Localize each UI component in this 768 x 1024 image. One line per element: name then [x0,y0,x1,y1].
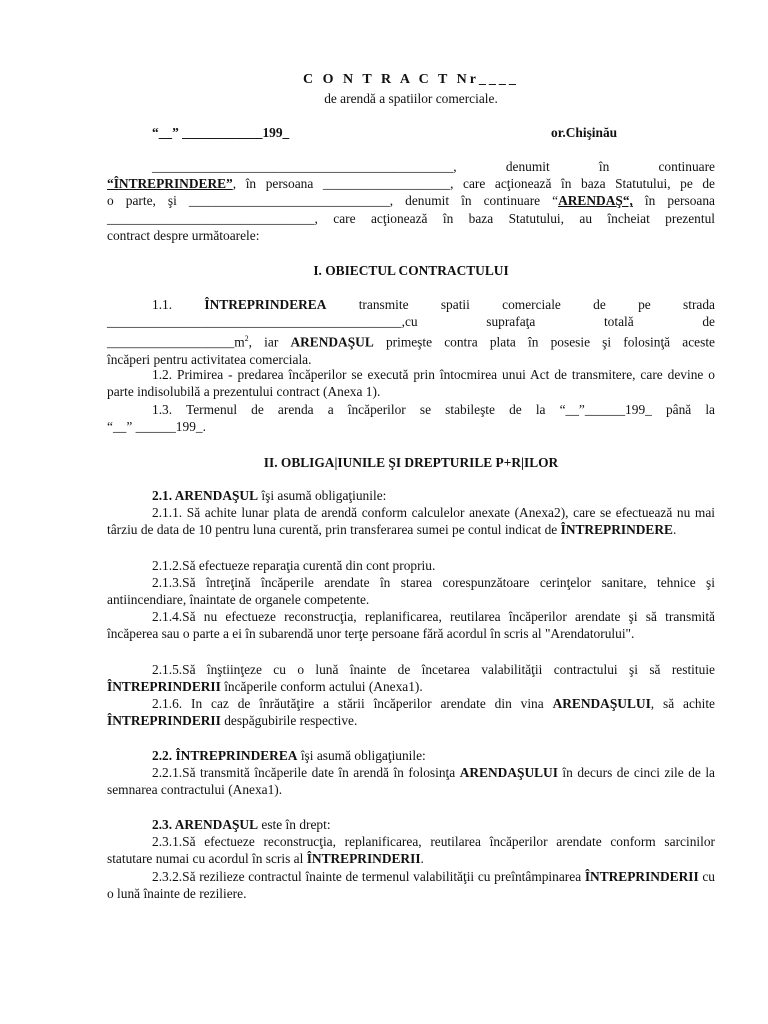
preamble [107,158,715,244]
subsection-2-1: 2.1. ARENDAŞUL îşi asumă obligaţiunile: [152,488,387,503]
clause-2-1-2: 2.1.2.Să efectueze reparaţia curentă din cont propriu. [152,558,436,573]
contract-subtitle: de arendă a spatiilor comerciale. [324,91,498,106]
clause-2-1-4: 2.1.4.Să nu efectueze reconstrucţia, replanificarea, reutilarea încăperilor arendate şi să transmită încăperea sau o parte a ei în subarendă unor terţe persoane fără acordul în scris al "Arendatorului". [107,609,715,642]
clause-1-3: 1.3. Termenul de arenda a încăperilor se stabileşte de la “__”______199_ până la “__” ______199_. [107,402,715,435]
clause-2-1-1: 2.1.1. Să achite lunar plata de arendă conform calculelor anexate (Anexa2), care se efectuează nu mai târziu de data de 10 pentru luna curentă, prin transferarea sumei pe contul indicat de ÎNTREPRINDERE. [107,505,715,538]
subsection-2-2: 2.2. ÎNTREPRINDEREA îşi asumă obligaţiunile: [152,748,426,763]
preamble-line-5: contract despre următoarele: [107,227,260,243]
clause-2-1-5: 2.1.5.Să înştiinţeze cu o lună înainte de încetarea valabilităţii contractului şi să restituie ÎNTREPRINDERII încăperile conform actului (Anexa1). [107,662,715,695]
preamble-line-1: _____________________________________________, denumit în continuare [152,159,715,174]
contract-date: “__” ____________199_ [152,125,290,140]
preamble-line-4: _______________________________, care acţionează în baza Statutului, au încheiat prezentul [107,210,715,226]
preamble-line-3: o parte, şi ______________________________, denumit în continuare “ARENDAŞ“, în persoana [107,193,715,209]
clause-2-1-6: 2.1.6. In caz de înrăutăţire a stării încăperilor arendate din vina ARENDAŞULUI, să achite ÎNTREPRINDERII despăgubirile respective. [107,696,715,729]
clause-2-1-3: 2.1.3.Să întreţină încăperile arendate în starea corespunzătoare cerinţelor sanitare, tehnice şi antiincendiare, înaintate de organele competente. [107,575,715,608]
contract-place: or.Chişinău [551,125,618,140]
clause-2-3-2: 2.3.2.Să rezilieze contractul înainte de termenul valabilităţii cu preîntâmpinarea ÎNTREPRINDERII cu o lună înainte de reziliere. [107,869,715,902]
clause-2-2-1: 2.2.1.Să transmită încăperile date în arendă în folosinţa ARENDAŞULUI în decurs de cinci zile de la semnarea contractului (Anexa1). [107,765,716,798]
contract-title: C O N T R A C T Nr____ [303,72,519,87]
clause-1-1: 1.1. ÎNTREPRINDEREA transmite spatii comerciale de pe strada ____________________________________________,cu suprafaţa totală de $\_\_\_\_\_\_\_\_\_\_\_\_\_\_\_\_\_\_\_m^2$, iar ARENDAŞUL primeşte contra plata în posesie şi folosinţă aceste încăperi pentru activitatea comerciala. [107,297,716,368]
preamble-line-2: “ÎNTREPRINDERE”, în persoana ___________________, care acţionează în baza Statutului, pe de [107,176,715,192]
section-1-heading: I. OBIECTUL CONTRACTULUI [313,263,509,278]
subsection-2-3: 2.3. ARENDAŞUL este în drept: [152,817,331,832]
party-arendas: ARENDAŞ“, [558,193,633,209]
section-2-heading: II. OBLIGA|IUNILE ŞI DREPTURILE P+R|ILOR [263,455,559,470]
party-intreprindere: “ÎNTREPRINDERE” [107,176,233,192]
clause-1-2: 1.2. Primirea - predarea încăperilor se execută prin întocmirea unui Act de transmitere, care devine o parte indisolubilă a prezentului contract (Anexa 1). [107,367,715,400]
clause-2-3-1: 2.3.1.Să efectueze reconstrucţia, replanificarea, reutilarea încăperilor arendate conform sarcinilor statutare numai cu acordul în scris al ÎNTREPRINDERII. [107,834,715,867]
